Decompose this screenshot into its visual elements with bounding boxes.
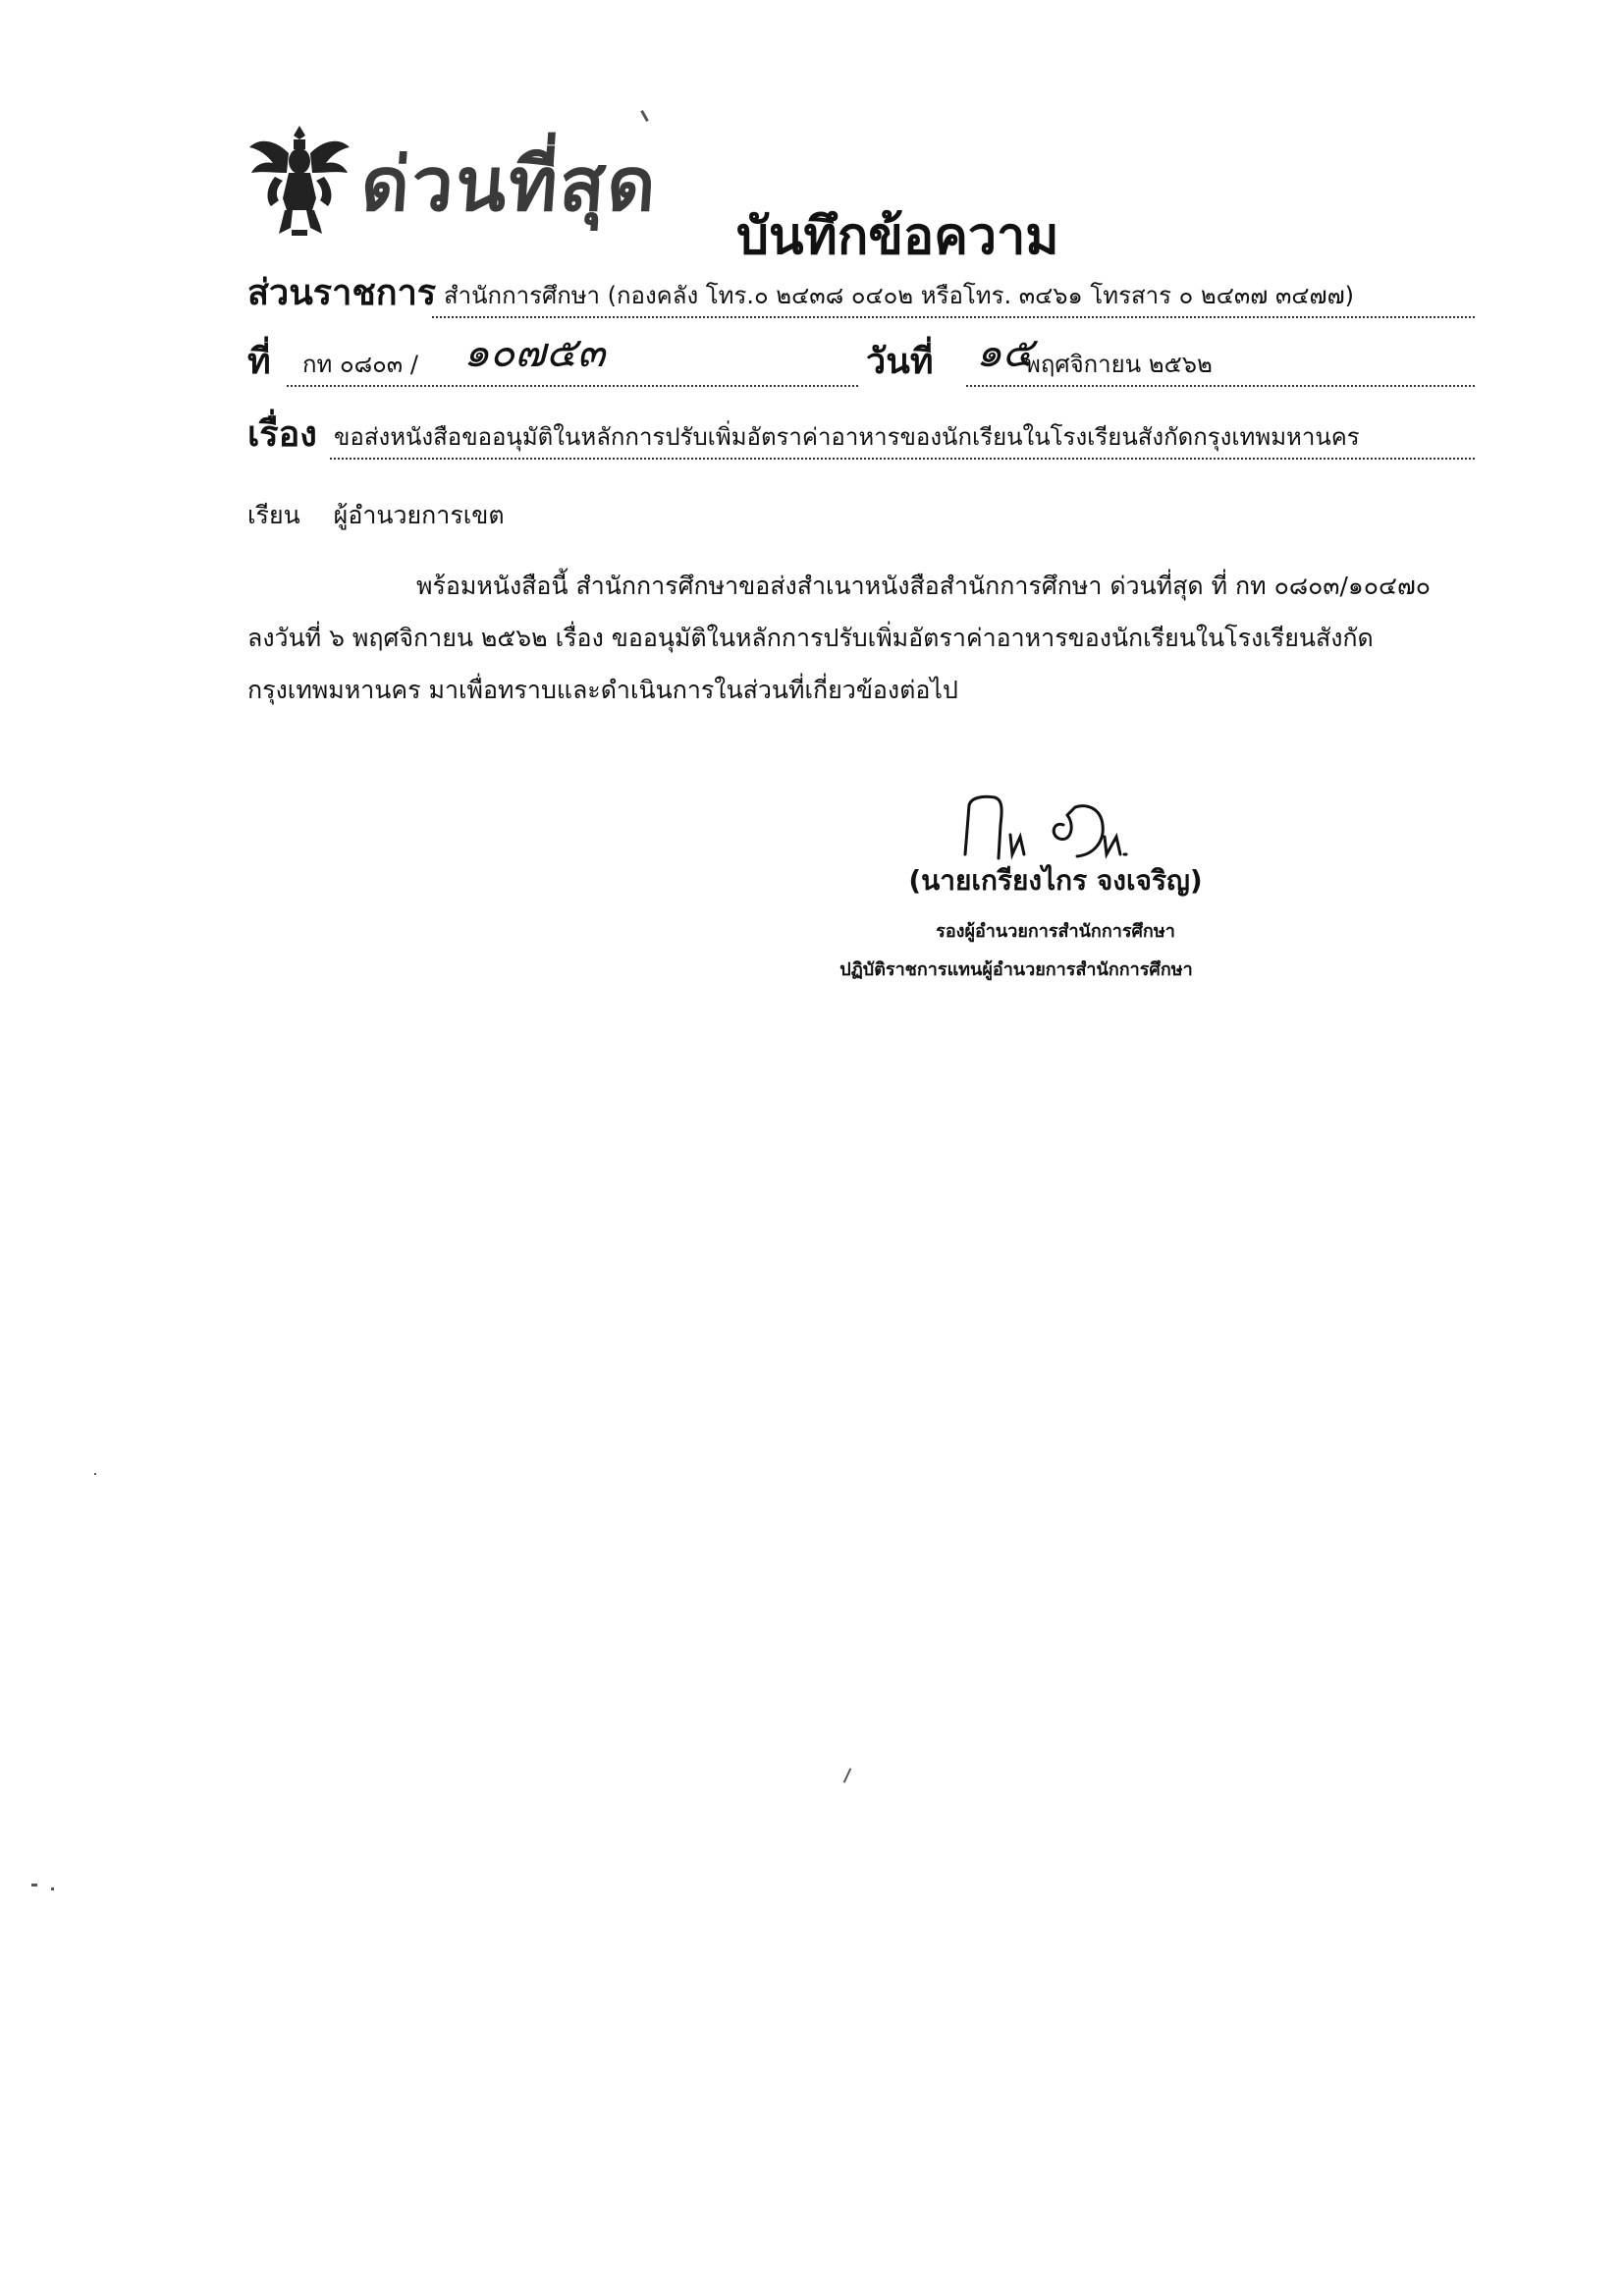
date-month-year: พฤศจิกายน ๒๕๖๒ [1025, 351, 1213, 378]
scan-speck [31, 1884, 37, 1886]
signer-name: (นายเกรียงไกร จงเจริญ) [908, 864, 1203, 897]
scan-speck [51, 1887, 54, 1890]
dotted-line [966, 385, 1475, 387]
reference-row [247, 328, 1475, 395]
department-value: สำนักการศึกษา (กองคลัง โทร.๐ ๒๔๓๘ ๐๔๐๒ หรือโทร. ๓๔๖๑ โทรสาร ๐ ๒๔๓๗ ๓๔๗๗) [444, 282, 1355, 309]
signer-position: รองผู้อำนวยการสำนักการศึกษา [936, 921, 1175, 942]
dotted-line [432, 316, 1475, 318]
urgency-stamp: ด่วนที่สุด [357, 140, 661, 228]
reference-prefix: กท ๐๘๐๓ / [302, 351, 418, 378]
page-title: บันทึกข้อความ [736, 207, 1059, 266]
subject-label: เรื่อง [247, 414, 317, 455]
body-paragraph [247, 560, 1463, 716]
subject-row [247, 414, 1475, 467]
dotted-line [287, 385, 858, 387]
dotted-line [330, 458, 1475, 460]
salutation-label: เรียน [247, 501, 300, 529]
subject-value: ขอส่งหนังสือขออนุมัติในหลักการปรับเพิ่มอัตราค่าอาหารของนักเรียนในโรงเรียนสังกัดกรุงเทพมหานคร [334, 423, 1360, 451]
body-line: กรุงเทพมหานคร มาเพื่อทราบและดำเนินการในส่วนที่เกี่ยวข้องต่อไป [247, 676, 958, 704]
signer-acting-position: ปฏิบัติราชการแทนผู้อำนวยการสำนักการศึกษา [839, 959, 1193, 980]
date-day-handwritten: ๑๕ [976, 328, 1034, 376]
salutation [247, 496, 505, 535]
department-row [247, 273, 1475, 326]
department-label: ส่วนราชการ [247, 273, 437, 313]
date-label: วันที่ [866, 342, 934, 382]
scan-speck [640, 110, 649, 122]
salutation-recipient: ผู้อำนวยการเขต [333, 501, 505, 529]
garuda-emblem-icon [245, 118, 353, 241]
scan-speck [94, 1473, 96, 1475]
body-line: พร้อมหนังสือนี้ สำนักการศึกษาขอส่งสำเนาหนังสือสำนักการศึกษา ด่วนที่สุด ที่ กท ๐๘๐๓/๑๐๔๗๐ [416, 572, 1432, 600]
body-line: ลงวันที่ ๖ พฤศจิกายน ๒๕๖๒ เรื่อง ขออนุมัติในหลักการปรับเพิ่มอัตราค่าอาหารของนักเรียนในโรงเรียนสังกัด [247, 624, 1374, 652]
signature-block [839, 859, 1242, 983]
scan-speck [843, 1768, 852, 1782]
reference-number-handwritten: ๑๐๗๕๓ [463, 328, 606, 376]
reference-label: ที่ [247, 342, 271, 382]
